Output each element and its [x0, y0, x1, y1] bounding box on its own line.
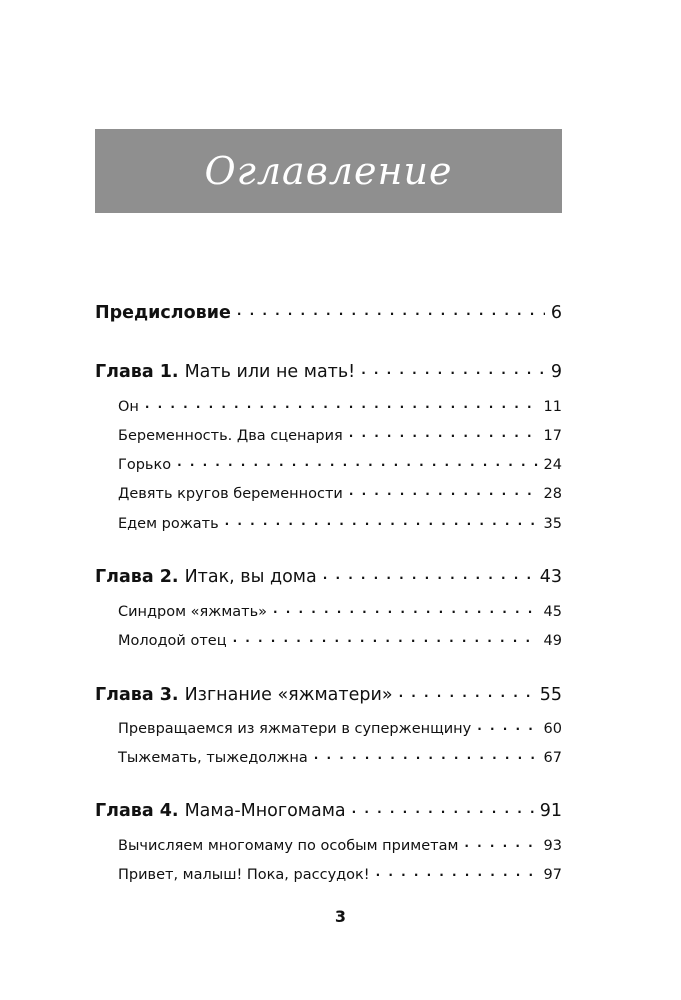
toc-page-number: 9 [550, 362, 562, 382]
toc-page-number: 6 [550, 303, 562, 323]
toc-section[interactable] [118, 428, 562, 444]
toc-page-number: 43 [539, 567, 562, 587]
chapter-title: Итак, вы дома [184, 567, 317, 587]
dot-leader [225, 513, 538, 529]
toc-entry-preface[interactable] [95, 303, 562, 323]
toc-section[interactable] [118, 838, 562, 854]
toc-chapter-1[interactable] [95, 362, 562, 382]
section-title: Превращаемся из яжматери в суперженщину [118, 721, 472, 737]
dot-leader [376, 864, 538, 880]
toc-header-banner [95, 129, 562, 213]
section-title: Горько [118, 457, 172, 473]
dot-leader [323, 564, 534, 584]
dot-leader [349, 483, 538, 499]
section-title: Девять кругов беременности [118, 486, 343, 502]
section-title: Вычисляем многомаму по особым приметам [118, 838, 459, 854]
dot-leader [361, 359, 545, 379]
toc-chapter-3[interactable] [95, 685, 562, 705]
toc-chapter-2[interactable] [95, 567, 562, 587]
page-title: Оглавление [204, 149, 453, 193]
section-title: Он [118, 399, 139, 415]
toc-section[interactable] [118, 633, 562, 649]
dot-leader [237, 300, 545, 320]
toc-section[interactable] [118, 486, 562, 502]
section-title: Едем рожать [118, 516, 219, 532]
toc-section[interactable] [118, 457, 562, 473]
toc-page-number: 24 [543, 457, 562, 473]
page-number: 3 [334, 907, 347, 926]
toc-section[interactable] [118, 750, 562, 766]
toc-page-number: 45 [543, 604, 562, 620]
dot-leader [145, 396, 538, 412]
toc-page-number: 49 [543, 633, 562, 649]
chapter-label: Глава 4. [95, 801, 179, 821]
dot-leader [177, 454, 537, 470]
section-title: Тыжемать, тыжедолжна [118, 750, 308, 766]
chapter-label: Глава 3. [95, 685, 179, 705]
toc-page-number: 35 [543, 516, 562, 532]
chapter-title: Мама-Многомама [184, 801, 346, 821]
toc-page-number: 97 [543, 867, 562, 883]
chapter-label: Глава 2. [95, 567, 179, 587]
toc-page-number: 55 [539, 685, 562, 705]
toc-page-number: 67 [543, 750, 562, 766]
toc-page-number: 28 [543, 486, 562, 502]
toc-page-number: 17 [543, 428, 562, 444]
toc-section[interactable] [118, 399, 562, 415]
dot-leader [464, 835, 537, 851]
toc-page-number: 93 [543, 838, 562, 854]
dot-leader [477, 718, 537, 734]
toc-page-number: 11 [543, 399, 562, 415]
section-title: Синдром «яжмать» [118, 604, 268, 620]
section-title: Привет, малыш! Пока, рассудок! [118, 867, 370, 883]
chapter-title: Изгнание «яжматери» [184, 685, 393, 705]
toc-section[interactable] [118, 516, 562, 532]
chapter-label: Глава 1. [95, 362, 179, 382]
toc-chapter-4[interactable] [95, 801, 562, 821]
dot-leader [399, 682, 534, 702]
toc-page-number: 60 [543, 721, 562, 737]
dot-leader [273, 601, 538, 617]
toc-section[interactable] [118, 604, 562, 620]
section-title: Молодой отец [118, 633, 227, 649]
toc-section[interactable] [118, 721, 562, 737]
toc-entry-title: Предисловие [95, 303, 231, 323]
toc-section[interactable] [118, 867, 562, 883]
dot-leader [314, 747, 538, 763]
dot-leader [349, 425, 538, 441]
chapter-title: Мать или не мать! [184, 362, 356, 382]
section-title: Беременность. Два сценария [118, 428, 343, 444]
dot-leader [352, 798, 534, 818]
dot-leader [233, 630, 538, 646]
toc-page-number: 91 [539, 801, 562, 821]
